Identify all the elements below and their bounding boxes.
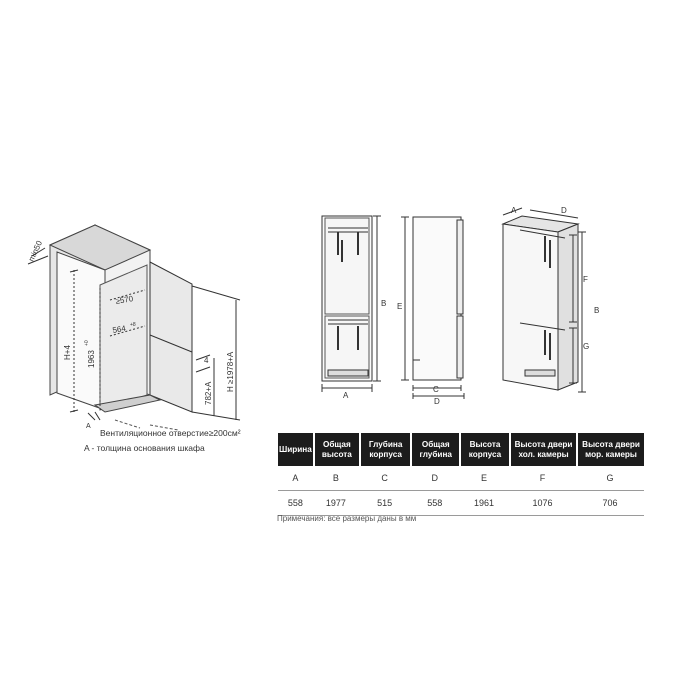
front-label-a: A	[343, 391, 349, 400]
header-body-depth: Глубина корпуса	[359, 433, 411, 466]
table-cell: 1961	[459, 491, 509, 516]
spec-table-header-row	[278, 433, 644, 466]
iso-label-g: G	[583, 342, 590, 351]
header-freezer-door-height: Высота двери мор. камеры	[576, 433, 644, 466]
iso-label-b: B	[594, 306, 600, 315]
label-1963: 1963	[87, 350, 96, 368]
table-cell: 558	[410, 491, 459, 516]
table-cell: G	[576, 466, 644, 491]
table-cell: F	[509, 466, 576, 491]
label-564-tolerance: +8	[130, 322, 136, 328]
label-570: ≥570	[114, 294, 134, 306]
table-cell: 1076	[509, 491, 576, 516]
table-cell: E	[459, 466, 509, 491]
table-cell: 515	[359, 491, 411, 516]
side-label-c: C	[433, 385, 439, 394]
label-a-mark: A	[86, 423, 91, 430]
front-view-fridge	[322, 216, 381, 392]
label-782-a: 782+A	[204, 381, 213, 405]
label-gap-4: 4	[204, 356, 209, 365]
side-label-e: E	[397, 302, 403, 311]
label-564: 564	[111, 323, 127, 335]
dimensions-note: Примечания: все размеры даны в мм	[277, 514, 417, 523]
iso-label-f: F	[583, 275, 588, 284]
label-1978-a: H ≥1978+A	[226, 351, 235, 392]
a-thickness-caption: A - толщина основания шкафа	[84, 443, 205, 453]
table-cell: 558	[278, 491, 313, 516]
label-1963-tolerance: +0	[84, 340, 90, 346]
table-row	[278, 466, 644, 491]
iso-label-d: D	[561, 206, 567, 215]
header-total-depth: Общая глубина	[410, 433, 459, 466]
iso-view-fridge	[503, 208, 586, 392]
side-label-d: D	[434, 397, 440, 406]
table-cell: D	[410, 466, 459, 491]
spec-table	[278, 433, 644, 516]
header-fridge-door-height: Высота двери хол. камеры	[509, 433, 576, 466]
table-cell: C	[359, 466, 411, 491]
table-row	[278, 491, 644, 516]
table-cell: A	[278, 466, 313, 491]
table-cell: B	[313, 466, 359, 491]
label-min50: min50	[26, 239, 45, 263]
front-label-b: B	[381, 299, 387, 308]
table-cell: 706	[576, 491, 644, 516]
header-total-height: Общая высота	[313, 433, 359, 466]
table-cell: 1977	[313, 491, 359, 516]
header-body-height: Высота корпуса	[459, 433, 509, 466]
header-width: Ширина	[278, 433, 313, 466]
label-h-plus-4: H+4	[63, 345, 72, 360]
side-view-fridge	[401, 217, 464, 399]
vent-caption: Вентиляционное отверстие≥200см²	[100, 428, 241, 438]
iso-label-a: A	[511, 206, 517, 215]
